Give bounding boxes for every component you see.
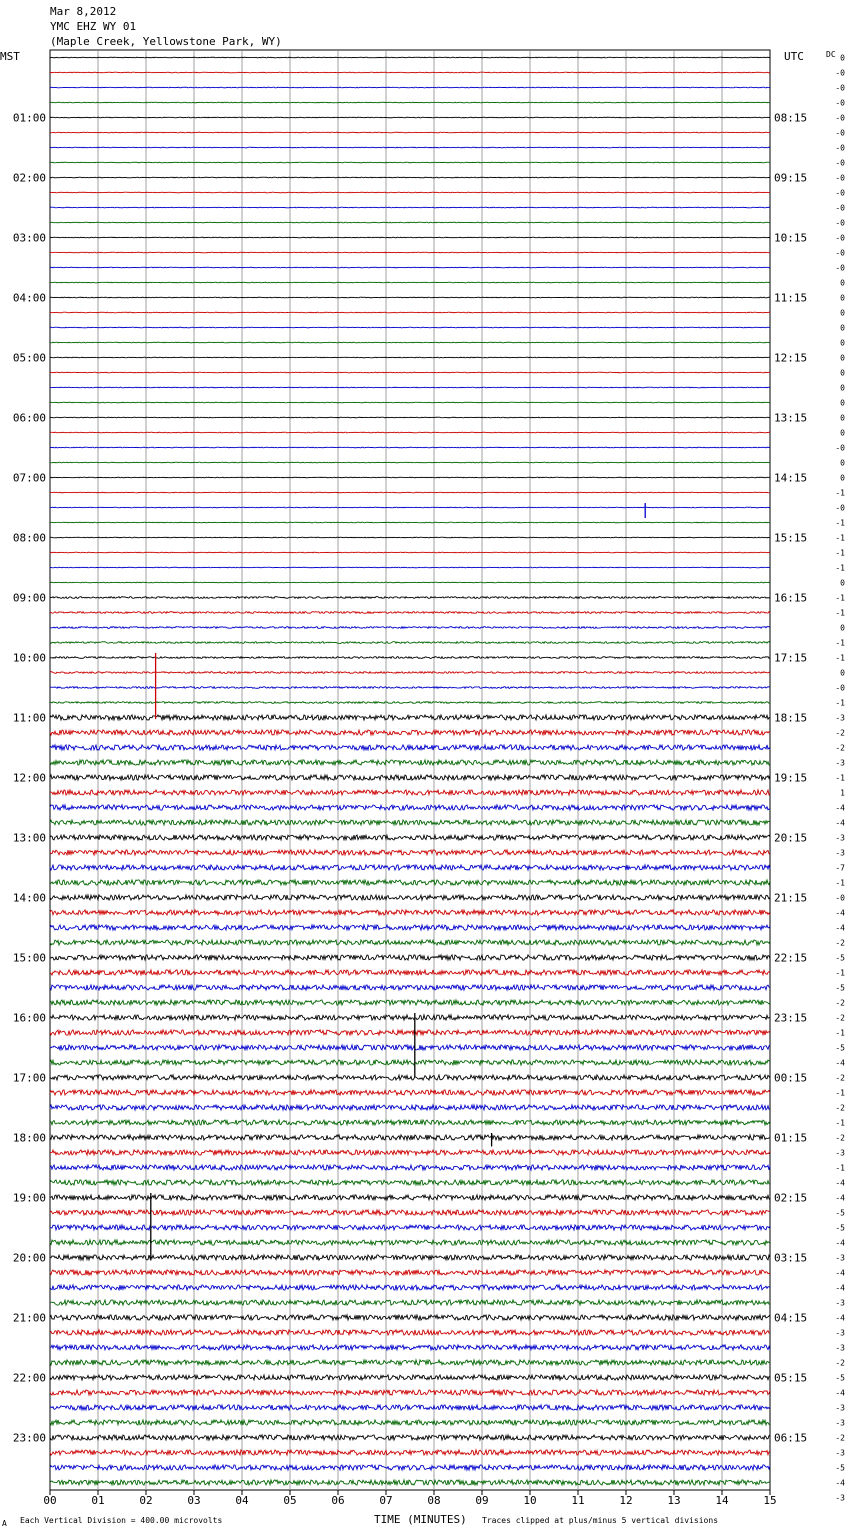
dc-offset-label: -3 bbox=[835, 713, 845, 723]
right-hour-label: 09:15 bbox=[774, 171, 808, 185]
trace-line bbox=[50, 1375, 770, 1380]
header-station: YMC EHZ WY 01 bbox=[50, 20, 137, 33]
trace-line bbox=[50, 267, 770, 268]
trace-line bbox=[50, 1450, 770, 1455]
trace-line bbox=[50, 790, 770, 795]
dc-offset-label: -0 bbox=[835, 203, 845, 213]
trace-line bbox=[50, 1180, 770, 1185]
trace-line bbox=[50, 282, 770, 283]
left-hour-label: 23:00 bbox=[12, 1431, 46, 1445]
trace-line bbox=[50, 177, 770, 178]
left-hour-label: 19:00 bbox=[12, 1191, 46, 1205]
x-tick-label: 13 bbox=[667, 1494, 681, 1507]
trace-line bbox=[50, 102, 770, 103]
dc-offset-label: -5 bbox=[835, 1208, 845, 1218]
dc-offset-label: -4 bbox=[835, 923, 845, 933]
trace-line bbox=[50, 1435, 770, 1440]
trace-line bbox=[50, 865, 770, 870]
dc-offset-label: -0 bbox=[835, 98, 845, 108]
right-hour-label: 17:15 bbox=[774, 651, 808, 665]
right-hour-label: 22:15 bbox=[774, 951, 808, 965]
trace-line bbox=[50, 387, 770, 388]
trace-line bbox=[50, 72, 770, 73]
header-date: Mar 8,2012 bbox=[50, 5, 117, 18]
dc-offset-label: -3 bbox=[835, 1343, 845, 1353]
trace-line bbox=[50, 357, 770, 358]
trace-line bbox=[50, 910, 770, 915]
trace-line bbox=[50, 1480, 770, 1485]
trace-line bbox=[50, 447, 770, 448]
trace-line bbox=[50, 687, 770, 689]
trace-line bbox=[50, 1210, 770, 1215]
trace-line bbox=[50, 1030, 770, 1035]
trace-line bbox=[50, 1150, 770, 1155]
right-hour-label: 14:15 bbox=[774, 471, 808, 485]
left-hour-label: 02:00 bbox=[12, 171, 46, 185]
trace-line bbox=[50, 1000, 770, 1005]
dc-offset-label: -1 bbox=[835, 1118, 845, 1128]
trace-line bbox=[50, 1360, 770, 1365]
trace-line bbox=[50, 1075, 770, 1080]
dc-offset-label: -4 bbox=[835, 1478, 845, 1488]
dc-offset-label: 0 bbox=[840, 668, 845, 678]
dc-offset-label: -1 bbox=[835, 698, 845, 708]
dc-offset-label: -1 bbox=[835, 1088, 845, 1098]
trace-line bbox=[50, 132, 770, 133]
left-hour-label: 21:00 bbox=[12, 1311, 46, 1325]
left-hour-label: 01:00 bbox=[12, 111, 46, 125]
x-tick-label: 07 bbox=[379, 1494, 393, 1507]
right-hour-label: 04:15 bbox=[774, 1311, 808, 1325]
trace-line bbox=[50, 702, 770, 704]
dc-offset-label: -3 bbox=[835, 848, 845, 858]
trace-line bbox=[50, 1195, 770, 1200]
dc-offset-label: 0 bbox=[840, 383, 845, 393]
left-hour-label: 07:00 bbox=[12, 471, 46, 485]
trace-line bbox=[50, 597, 770, 599]
left-hour-label: 09:00 bbox=[12, 591, 46, 605]
dc-offset-label: -4 bbox=[835, 1193, 845, 1203]
trace-line bbox=[50, 432, 770, 433]
right-hour-label: 02:15 bbox=[774, 1191, 808, 1205]
trace-line bbox=[50, 417, 770, 418]
left-axis-title: MST bbox=[0, 50, 20, 63]
trace-line bbox=[50, 850, 770, 855]
right-axis-title: UTC bbox=[784, 50, 804, 63]
trace-line bbox=[50, 940, 770, 945]
dc-offset-label: 1 bbox=[840, 788, 845, 798]
dc-offset-label: 0 bbox=[840, 368, 845, 378]
trace-line bbox=[50, 985, 770, 990]
dc-offset-label: -4 bbox=[835, 818, 845, 828]
dc-offset-label: -2 bbox=[835, 1433, 845, 1443]
dc-offset-label: 0 bbox=[840, 458, 845, 468]
trace-line bbox=[50, 612, 770, 614]
trace-line bbox=[50, 1300, 770, 1305]
trace-line bbox=[50, 1330, 770, 1335]
trace-line bbox=[50, 552, 770, 553]
right-hour-label: 12:15 bbox=[774, 351, 808, 365]
dc-offset-label: -1 bbox=[835, 878, 845, 888]
dc-offset-label: -2 bbox=[835, 938, 845, 948]
dc-offset-label: -3 bbox=[835, 1448, 845, 1458]
trace-line bbox=[50, 672, 770, 674]
right-hour-label: 05:15 bbox=[774, 1371, 808, 1385]
dc-offset-label: -0 bbox=[835, 113, 845, 123]
dc-offset-label: -1 bbox=[835, 593, 845, 603]
left-hour-label: 16:00 bbox=[12, 1011, 46, 1025]
dc-offset-label: -3 bbox=[835, 758, 845, 768]
right-hour-label: 11:15 bbox=[774, 291, 808, 305]
right-hour-label: 03:15 bbox=[774, 1251, 808, 1265]
left-hour-label: 04:00 bbox=[12, 291, 46, 305]
left-hour-label: 22:00 bbox=[12, 1371, 46, 1385]
x-tick-label: 09 bbox=[475, 1494, 489, 1507]
dc-offset-label: -5 bbox=[835, 1043, 845, 1053]
trace-line bbox=[50, 252, 770, 253]
seismic-traces bbox=[50, 57, 770, 1485]
dc-offset-label: -0 bbox=[835, 443, 845, 453]
x-axis-label: TIME (MINUTES) bbox=[374, 1513, 467, 1526]
dc-offset-label: -2 bbox=[835, 743, 845, 753]
trace-line bbox=[50, 567, 770, 568]
dc-offset-label: -4 bbox=[835, 1178, 845, 1188]
trace-line bbox=[50, 582, 770, 583]
dc-offset-label: -3 bbox=[835, 1493, 845, 1503]
trace-line bbox=[50, 327, 770, 328]
trace-line bbox=[50, 1015, 770, 1020]
right-hour-label: 01:15 bbox=[774, 1131, 808, 1145]
dc-offset-label: -5 bbox=[835, 1223, 845, 1233]
dc-offset-label: 0 bbox=[840, 413, 845, 423]
x-tick-label: 06 bbox=[331, 1494, 345, 1507]
x-axis-ticks bbox=[43, 1490, 776, 1507]
trace-line bbox=[50, 1255, 770, 1260]
dc-offset-label: -5 bbox=[835, 1373, 845, 1383]
dc-offset-label: -3 bbox=[835, 1418, 845, 1428]
left-hour-label: 17:00 bbox=[12, 1071, 46, 1085]
dc-offset-label: -0 bbox=[835, 263, 845, 273]
trace-line bbox=[50, 1270, 770, 1275]
dc-offset-label: 0 bbox=[840, 578, 845, 588]
right-hour-label: 13:15 bbox=[774, 411, 808, 425]
trace-line bbox=[50, 1060, 770, 1065]
trace-line bbox=[50, 642, 770, 644]
trace-line bbox=[50, 312, 770, 313]
left-hour-label: 14:00 bbox=[12, 891, 46, 905]
dc-offset-label: 0 bbox=[840, 278, 845, 288]
dc-offset-label: -1 bbox=[835, 968, 845, 978]
dc-offset-label: -5 bbox=[835, 1463, 845, 1473]
trace-line bbox=[50, 402, 770, 403]
right-hour-label: 16:15 bbox=[774, 591, 808, 605]
left-hour-label: 06:00 bbox=[12, 411, 46, 425]
trace-line bbox=[50, 237, 770, 238]
dc-offset-label: 0 bbox=[840, 293, 845, 303]
dc-title: DC bbox=[826, 50, 836, 59]
dc-offset-label: -1 bbox=[835, 548, 845, 558]
dc-offset-label: -0 bbox=[835, 233, 845, 243]
trace-line bbox=[50, 192, 770, 193]
x-tick-label: 12 bbox=[619, 1494, 633, 1507]
left-hour-label: 05:00 bbox=[12, 351, 46, 365]
dc-offset-label: -0 bbox=[835, 128, 845, 138]
left-hour-label: 03:00 bbox=[12, 231, 46, 245]
dc-offset-label: 0 bbox=[840, 308, 845, 318]
trace-line bbox=[50, 820, 770, 825]
trace-line bbox=[50, 372, 770, 373]
right-hour-label: 08:15 bbox=[774, 111, 808, 125]
left-hour-label: 12:00 bbox=[12, 771, 46, 785]
dc-offset-label: -2 bbox=[835, 1103, 845, 1113]
trace-line bbox=[50, 775, 770, 780]
trace-line bbox=[50, 1240, 770, 1245]
trace-line bbox=[50, 955, 770, 960]
trace-line bbox=[50, 760, 770, 765]
x-tick-label: 00 bbox=[43, 1494, 57, 1507]
right-hour-label: 20:15 bbox=[774, 831, 808, 845]
x-tick-label: 15 bbox=[763, 1494, 777, 1507]
dc-offset-label: -1 bbox=[835, 773, 845, 783]
trace-line bbox=[50, 835, 770, 840]
footer-scale-note: Each Vertical Division = 400.00 microvolts bbox=[20, 1516, 223, 1525]
left-hour-label: 08:00 bbox=[12, 531, 46, 545]
dc-offset-label: 0 bbox=[840, 398, 845, 408]
trace-line bbox=[50, 730, 770, 735]
dc-offset-label: -1 bbox=[835, 638, 845, 648]
dc-offset-label: -4 bbox=[835, 803, 845, 813]
trace-line bbox=[50, 970, 770, 975]
dc-offset-label: -1 bbox=[835, 653, 845, 663]
trace-line bbox=[50, 297, 770, 298]
left-hour-label: 20:00 bbox=[12, 1251, 46, 1265]
trace-line bbox=[50, 1345, 770, 1350]
dc-offset-label: 0 bbox=[840, 623, 845, 633]
dc-offset-label: -0 bbox=[835, 83, 845, 93]
trace-line bbox=[50, 1045, 770, 1050]
dc-offset-label: -4 bbox=[835, 1238, 845, 1248]
dc-offset-label: -0 bbox=[835, 173, 845, 183]
trace-line bbox=[50, 207, 770, 208]
trace-line bbox=[50, 1405, 770, 1410]
dc-offset-label: 0 bbox=[840, 323, 845, 333]
left-hour-label: 10:00 bbox=[12, 651, 46, 665]
dc-offset-label: -0 bbox=[835, 503, 845, 513]
dc-offset-label: -4 bbox=[835, 1283, 845, 1293]
trace-line bbox=[50, 1120, 770, 1125]
trace-line bbox=[50, 117, 770, 118]
dc-offset-label: -4 bbox=[835, 1388, 845, 1398]
dc-offset-label: -1 bbox=[835, 533, 845, 543]
dc-offset-label: -3 bbox=[835, 1328, 845, 1338]
x-tick-label: 10 bbox=[523, 1494, 537, 1507]
trace-line bbox=[50, 342, 770, 343]
dc-offset-label: -3 bbox=[835, 1403, 845, 1413]
dc-offset-label: -2 bbox=[835, 1013, 845, 1023]
dc-offset-label: -4 bbox=[835, 908, 845, 918]
dc-offset-label: -0 bbox=[835, 143, 845, 153]
dc-offset-label: 0 bbox=[840, 473, 845, 483]
trace-line bbox=[50, 715, 770, 720]
dc-offset-labels bbox=[835, 54, 845, 1503]
dc-offset-label: 0 bbox=[840, 353, 845, 363]
dc-offset-label: -1 bbox=[835, 1028, 845, 1038]
right-hour-label: 23:15 bbox=[774, 1011, 808, 1025]
left-hour-label: 18:00 bbox=[12, 1131, 46, 1145]
trace-line bbox=[50, 627, 770, 629]
trace-line bbox=[50, 1225, 770, 1230]
dc-offset-label: -2 bbox=[835, 998, 845, 1008]
trace-line bbox=[50, 1090, 770, 1095]
trace-line bbox=[50, 925, 770, 930]
trace-line bbox=[50, 162, 770, 163]
right-hour-label: 18:15 bbox=[774, 711, 808, 725]
trace-line bbox=[50, 880, 770, 885]
dc-offset-label: -0 bbox=[835, 248, 845, 258]
dc-offset-label: -0 bbox=[835, 188, 845, 198]
dc-offset-label: -1 bbox=[835, 608, 845, 618]
trace-line bbox=[50, 222, 770, 223]
dc-offset-label: -4 bbox=[835, 1268, 845, 1278]
footer-clip-note: Traces clipped at plus/minus 5 vertical divisions bbox=[482, 1516, 719, 1525]
trace-line bbox=[50, 1390, 770, 1395]
right-hour-label: 19:15 bbox=[774, 771, 808, 785]
right-hour-label: 21:15 bbox=[774, 891, 808, 905]
trace-line bbox=[50, 462, 770, 463]
trace-line bbox=[50, 477, 770, 478]
trace-line bbox=[50, 805, 770, 810]
dc-offset-label: 0 bbox=[840, 338, 845, 348]
dc-offset-label: -0 bbox=[835, 218, 845, 228]
left-hour-label: 15:00 bbox=[12, 951, 46, 965]
trace-line bbox=[50, 1315, 770, 1320]
left-hour-label: 11:00 bbox=[12, 711, 46, 725]
dc-offset-label: -5 bbox=[835, 953, 845, 963]
dc-offset-label: -2 bbox=[835, 728, 845, 738]
trace-line bbox=[50, 1165, 770, 1170]
right-hour-label: 10:15 bbox=[774, 231, 808, 245]
dc-offset-label: 0 bbox=[840, 53, 845, 63]
right-hour-labels bbox=[774, 112, 807, 1445]
x-tick-label: 04 bbox=[235, 1494, 249, 1507]
dc-offset-label: -3 bbox=[835, 1148, 845, 1158]
dc-offset-label: -7 bbox=[835, 863, 845, 873]
right-hour-label: 06:15 bbox=[774, 1431, 808, 1445]
trace-line bbox=[50, 522, 770, 523]
x-tick-label: 05 bbox=[283, 1494, 297, 1507]
header-location: (Maple Creek, Yellowstone Park, WY) bbox=[50, 35, 282, 48]
dc-offset-label: -0 bbox=[835, 68, 845, 78]
dc-offset-label: -1 bbox=[835, 563, 845, 573]
left-hour-label: 13:00 bbox=[12, 831, 46, 845]
trace-line bbox=[50, 1285, 770, 1290]
x-tick-label: 01 bbox=[91, 1494, 105, 1507]
x-tick-label: 02 bbox=[139, 1494, 153, 1507]
dc-offset-label: -0 bbox=[835, 158, 845, 168]
dc-offset-label: -0 bbox=[835, 893, 845, 903]
footer-mark: A bbox=[2, 1519, 7, 1528]
left-hour-labels bbox=[13, 112, 46, 1445]
dc-offset-label: -2 bbox=[835, 1133, 845, 1143]
trace-line bbox=[50, 507, 770, 508]
trace-line bbox=[50, 492, 770, 493]
dc-offset-label: -4 bbox=[835, 1058, 845, 1068]
dc-offset-label: -4 bbox=[835, 1313, 845, 1323]
trace-line bbox=[50, 657, 770, 659]
trace-line bbox=[50, 1105, 770, 1110]
trace-line bbox=[50, 537, 770, 538]
dc-offset-label: -1 bbox=[835, 1163, 845, 1173]
trace-line bbox=[50, 745, 770, 750]
x-tick-label: 14 bbox=[715, 1494, 729, 1507]
trace-line bbox=[50, 895, 770, 900]
dc-offset-label: -5 bbox=[835, 983, 845, 993]
dc-offset-label: -1 bbox=[835, 488, 845, 498]
trace-line bbox=[50, 1135, 770, 1140]
dc-offset-label: -3 bbox=[835, 1253, 845, 1263]
trace-line bbox=[50, 1420, 770, 1425]
right-hour-label: 00:15 bbox=[774, 1071, 808, 1085]
dc-offset-label: -0 bbox=[835, 683, 845, 693]
dc-offset-label: -3 bbox=[835, 1298, 845, 1308]
x-tick-label: 08 bbox=[427, 1494, 441, 1507]
dc-offset-label: -1 bbox=[835, 518, 845, 528]
dc-offset-label: 0 bbox=[840, 428, 845, 438]
trace-line bbox=[50, 57, 770, 58]
trace-line bbox=[50, 87, 770, 88]
x-tick-label: 11 bbox=[571, 1494, 585, 1507]
x-tick-label: 03 bbox=[187, 1494, 201, 1507]
dc-offset-label: -3 bbox=[835, 833, 845, 843]
dc-offset-label: -2 bbox=[835, 1358, 845, 1368]
right-hour-label: 15:15 bbox=[774, 531, 808, 545]
trace-line bbox=[50, 1465, 770, 1470]
trace-line bbox=[50, 147, 770, 148]
dc-offset-label: -2 bbox=[835, 1073, 845, 1083]
